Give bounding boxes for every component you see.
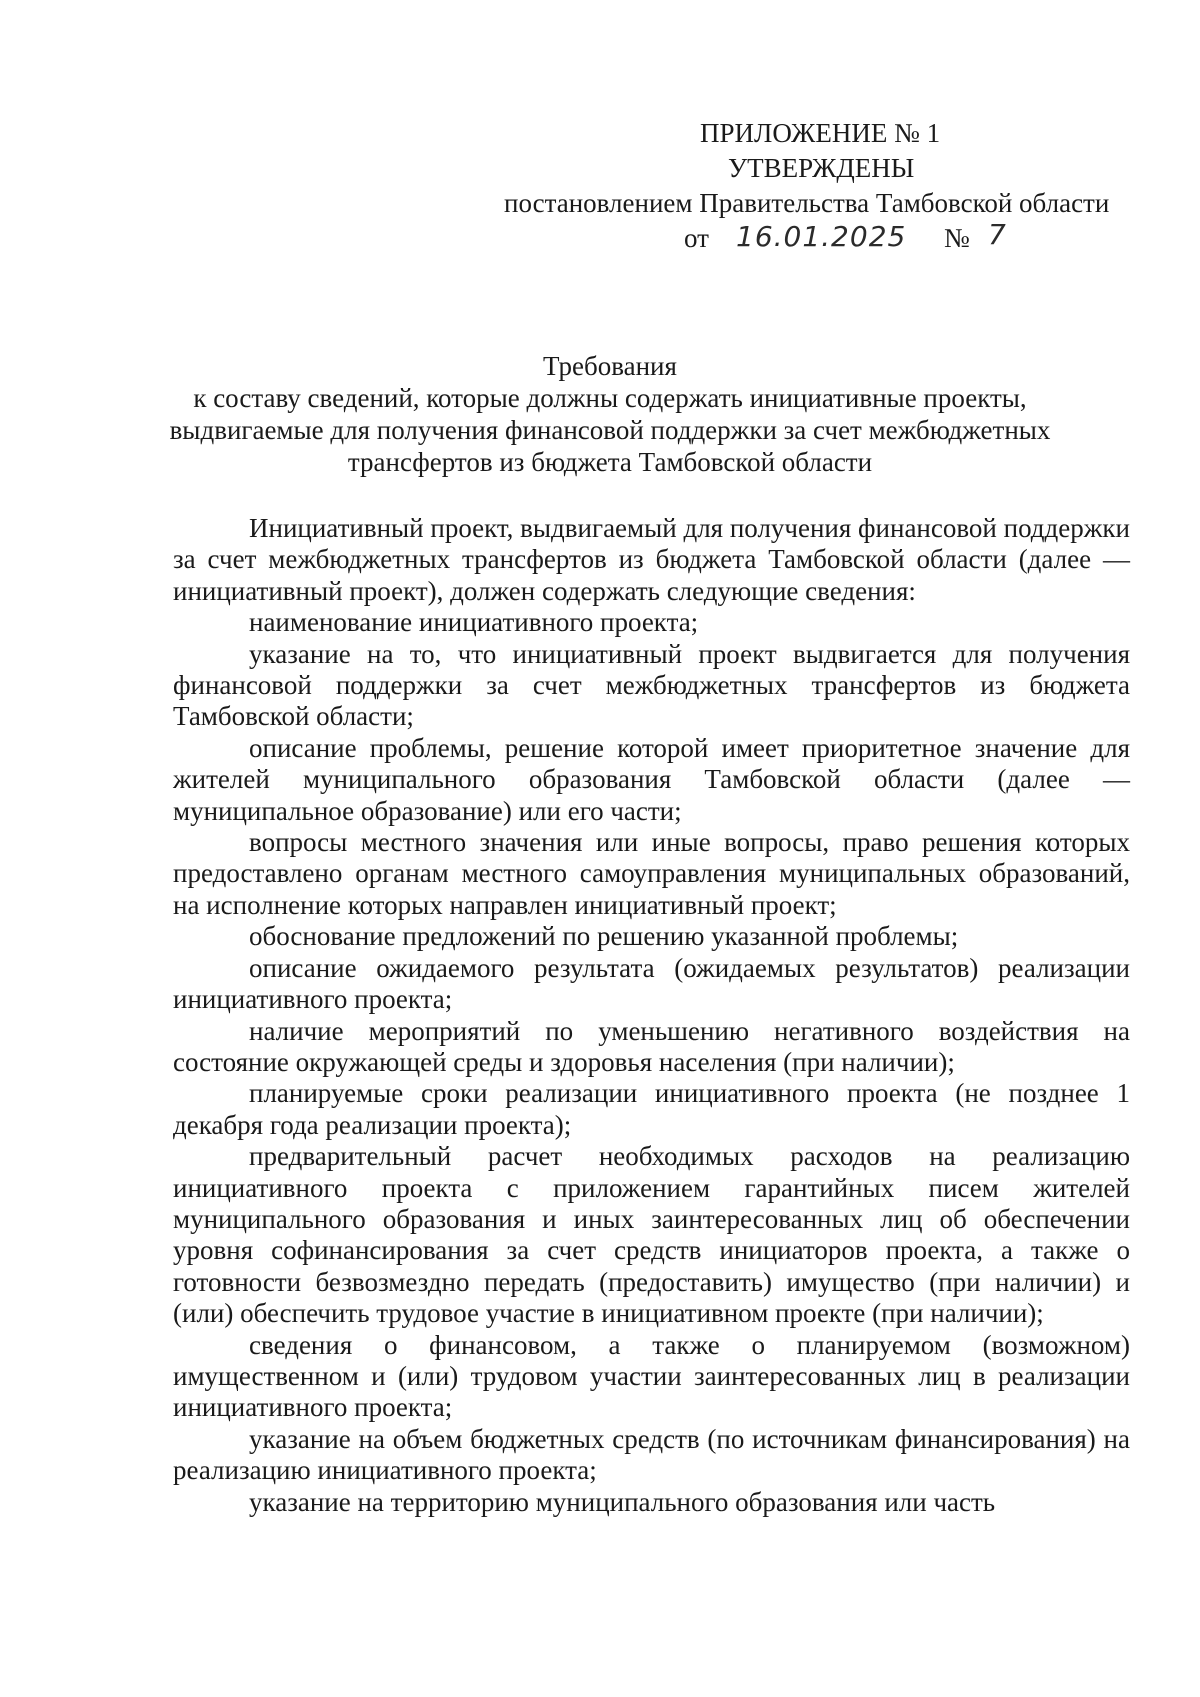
paragraph: указание на территорию муниципального образования или часть bbox=[249, 1486, 996, 1517]
title-line-4: трансфертов из бюджета Тамбовской области bbox=[347, 447, 873, 477]
paragraph: обоснование предложений по решению указанной проблемы; bbox=[249, 921, 959, 952]
decree-label: постановлением Правительства Тамбовской области bbox=[504, 188, 1110, 218]
paragraph: указание на объем бюджетных средств (по источникам финансирования) на реализацию инициативного проекта; bbox=[173, 1423, 1130, 1486]
number-sign: № bbox=[944, 223, 970, 253]
appendix-label: ПРИЛОЖЕНИЕ № 1 bbox=[700, 118, 941, 148]
document-body bbox=[173, 513, 1130, 1518]
paragraph: описание ожидаемого результата (ожидаемых результатов) реализации инициативного проекта; bbox=[173, 952, 1130, 1015]
from-label: от bbox=[684, 223, 709, 253]
title-line-2: к составу сведений, которые должны содержать инициативные проекты, bbox=[193, 383, 1027, 413]
handwritten-date: 16.01.2025 bbox=[736, 220, 907, 253]
paragraph: предварительный расчет необходимых расходов на реализацию инициативного проекта с приложением гарантийных писем жителей муниципального образования и иных заинтересованных лиц об обеспечении уровня софинансирования за счет средств инициаторов проекта, а также о готовности безвозмездно передать (предоставить) имущество (при наличии) и (или) обеспечить трудовое участие в инициативном проекте (при наличии); bbox=[173, 1141, 1130, 1329]
paragraph: вопросы местного значения или иные вопросы, право решения которых предоставлено органам местного самоуправления муниципальных образований, на исполнение которых направлен инициативный проект; bbox=[173, 827, 1130, 920]
date-number-line bbox=[400, 218, 1160, 256]
paragraph: наименование инициативного проекта; bbox=[249, 607, 699, 638]
title-line-1: Требования bbox=[543, 351, 677, 381]
paragraph: сведения о финансовом, а также о планируемом (возможном) имущественном и (или) трудовом участии заинтересованных лиц в реализации инициативного проекта; bbox=[173, 1329, 1130, 1423]
document-title bbox=[160, 350, 1060, 478]
handwritten-number: 7 bbox=[988, 218, 1007, 251]
paragraph: планируемые сроки реализации инициативного проекта (не позднее 1 декабря года реализации проекта); bbox=[173, 1078, 1130, 1140]
approval-header bbox=[400, 116, 1160, 256]
paragraph: наличие мероприятий по уменьшению негативного воздействия на состояние окружающей среды и здоровья населения (при наличии); bbox=[173, 1015, 1130, 1077]
approved-label: УТВЕРЖДЕНЫ bbox=[728, 153, 915, 183]
paragraph: указание на то, что инициативный проект выдвигается для получения финансовой поддержки за счет межбюджетных трансфертов из бюджета Тамбовской области; bbox=[173, 638, 1130, 732]
paragraph: Инициативный проект, выдвигаемый для получения финансовой поддержки за счет межбюджетных трансфертов из бюджета Тамбовской области (далее — инициативный проект), должен содержать следующие сведения: bbox=[173, 513, 1130, 606]
paragraph: описание проблемы, решение которой имеет приоритетное значение для жителей муниципального образования Тамбовской области (далее — муниципальное образование) или его части; bbox=[173, 732, 1130, 826]
title-line-3: выдвигаемые для получения финансовой поддержки за счет межбюджетных bbox=[169, 415, 1051, 445]
